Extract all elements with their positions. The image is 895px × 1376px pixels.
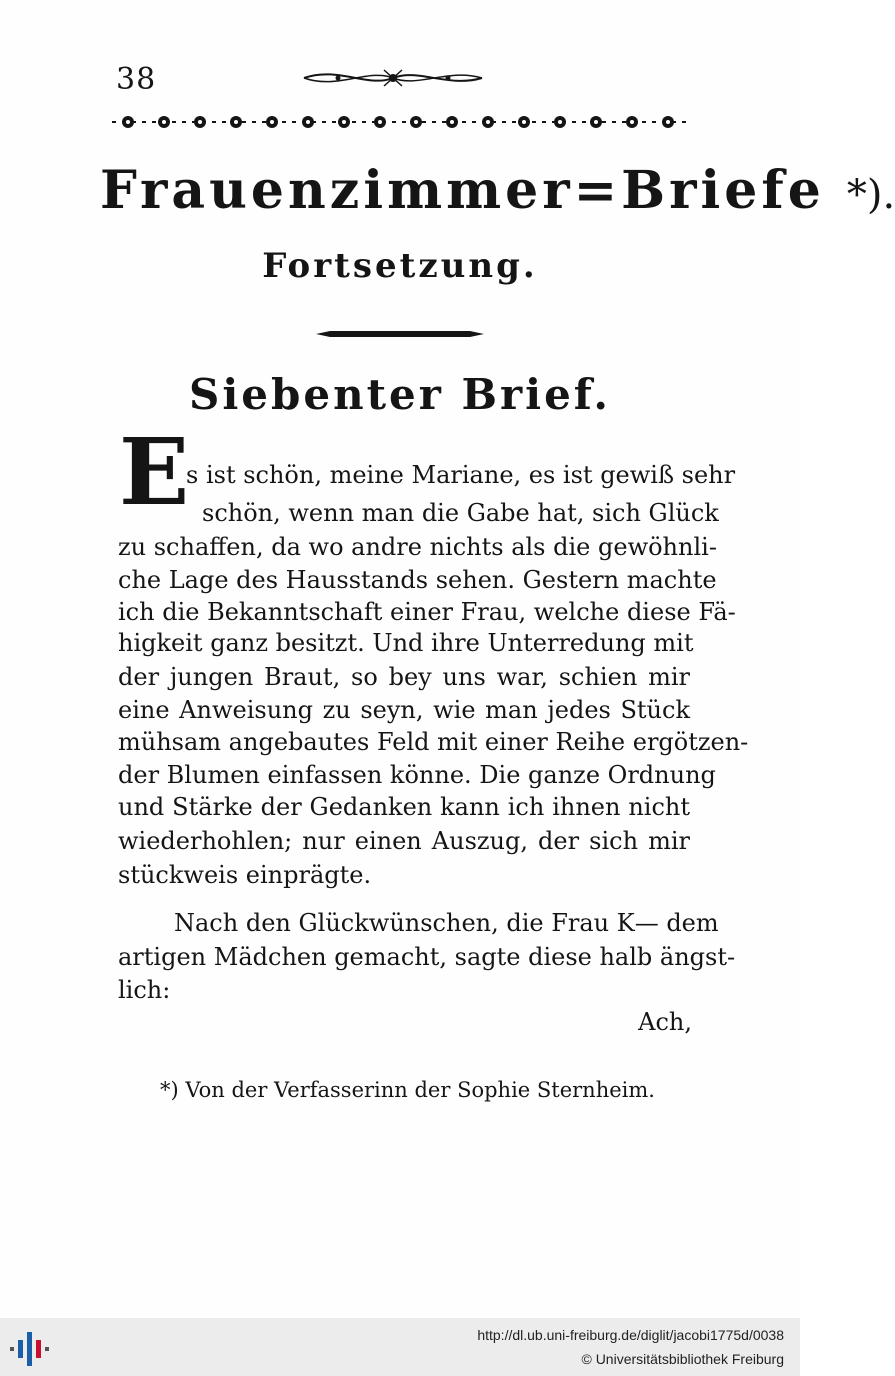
footnote: *) Von der Verfasserinn der Sophie Sternheim. [160, 1078, 655, 1102]
text-line: stückweis einprägte. [118, 861, 372, 889]
text-line: der Blumen einfassen könne. Die ganze Ordnung [118, 761, 716, 789]
viewer-footer [0, 1318, 800, 1376]
text-line: lich: [118, 976, 171, 1004]
ornament-border-icon [112, 108, 688, 136]
text-line: wiederhohlen; nur einen Auszug, der sich mir [118, 827, 690, 855]
text-line: che Lage des Hausstands sehen. Gestern machte [118, 566, 717, 594]
copyright-text: © Universitätsbibliothek Freiburg [581, 1351, 784, 1367]
divider-rule [316, 330, 484, 338]
page-number: 38 [116, 62, 157, 97]
catchword: Ach, [638, 1008, 692, 1036]
text-line: eine Anweisung zu seyn, wie man jedes Stück [118, 696, 690, 724]
source-url-link[interactable]: http://dl.ub.uni-freiburg.de/diglit/jacobi1775d/0038 [477, 1327, 784, 1343]
text-line: mühsam angebautes Feld mit einer Reihe ergötzen- [118, 728, 749, 756]
title-footnote-mark: *). [846, 172, 895, 218]
subtitle: Fortsetzung. [262, 246, 538, 286]
text-line: der jungen Braut, so bey uns war, schien mir [118, 663, 690, 691]
drop-cap: E [118, 418, 190, 526]
page-title [100, 160, 895, 221]
text-line: s ist schön, meine Mariane, es ist gewiß sehr [186, 461, 736, 489]
text-line: artigen Mädchen gemacht, sagte diese halb ängst- [118, 943, 736, 971]
ub-freiburg-logo-icon[interactable] [10, 1332, 50, 1366]
text-line: Nach den Glückwünschen, die Frau K— dem [174, 909, 719, 937]
text-line: zu schaffen, da wo andre nichts als die gewöhnli- [118, 533, 717, 561]
letter-heading: Siebenter Brief. [188, 370, 611, 419]
text-line: higkeit ganz besitzt. Und ihre Unterredung mit [118, 629, 694, 657]
text-line: schön, wenn man die Gabe hat, sich Glück [202, 499, 719, 527]
ornament-vignette-icon [298, 64, 488, 92]
title-text: Frauenzimmer=Briefe [100, 160, 825, 221]
text-line: ich die Bekanntschaft einer Frau, welche diese Fä- [118, 598, 736, 626]
text-line: und Stärke der Gedanken kann ich ihnen nicht [118, 793, 690, 821]
